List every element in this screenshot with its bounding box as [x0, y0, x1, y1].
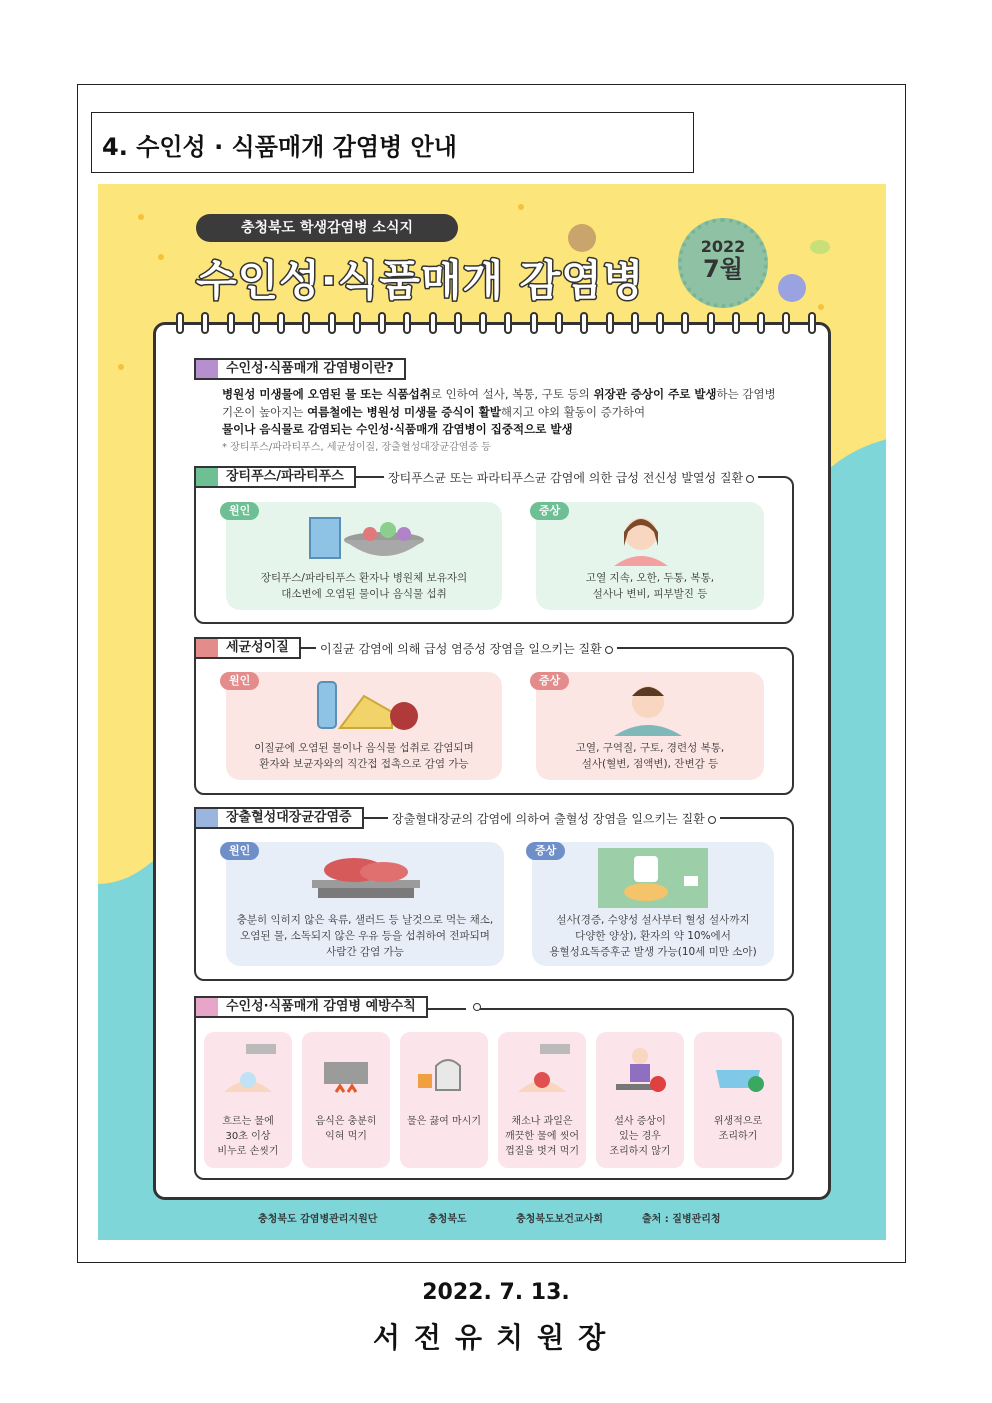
wash-vegetables-icon — [512, 1042, 572, 1098]
prevention-cook: 음식은 충분히 익혀 먹기 — [302, 1032, 390, 1168]
section-heading: 4. 수인성 · 식품매개 감염병 안내 — [102, 133, 457, 161]
binder-rings — [176, 312, 816, 334]
no-cooking-icon — [610, 1042, 670, 1098]
prevention-tiles — [204, 1032, 782, 1168]
cause-panel: 원인 이질균에 오염된 물이나 음식물 섭취로 감염되며 환자와 보균자와의 직간접 접촉으로 감염 가능 — [226, 672, 502, 780]
kettle-icon — [414, 1042, 474, 1098]
date-virus-badge — [678, 218, 768, 308]
prevention-hygienic: 위생적으로 조리하기 — [694, 1032, 782, 1168]
disease-tag-shigellosis: 세균성이질 — [194, 637, 301, 659]
intro-tag: 수인성·식품매개 감염병이란? — [194, 358, 406, 380]
prevention-wash-produce: 채소나 과일은 깨끗한 물에 씻어 껍질을 벗겨 먹기 — [498, 1032, 586, 1168]
disease-desc: 장출혈대장균의 감염에 의하여 출혈성 장염을 일으키는 질환 — [388, 810, 720, 827]
raw-meat-illustration — [304, 846, 428, 902]
bacteria-icon — [810, 240, 830, 254]
cooking-pot-icon — [316, 1042, 376, 1098]
cause-panel: 원인 충분히 익히지 않은 육류, 샐러드 등 날것으로 먹는 채소, 오염된 물, 소독되지 않은 우유 등을 섭취하여 전파되며 사람간 감염 가능 — [226, 842, 504, 966]
disease-tag-typhoid: 장티푸스/파라티푸스 — [194, 466, 356, 488]
newsletter-badge: 충청북도 학생감염병 소식지 — [196, 214, 458, 242]
cause-panel: 원인 장티푸스/파라티푸스 환자나 병원체 보유자의 대소변에 오염된 물이나 음식물 섭취 — [226, 502, 502, 610]
prevention-no-cooking-sick: 설사 증상이 있는 경우 조리하지 않기 — [596, 1032, 684, 1168]
badge-month: 7월 — [703, 255, 743, 283]
intro-text: 병원성 미생물에 오염된 물 또는 식품섭취로 인하여 설사, 복통, 구토 등의 위장관 증상이 주로 발생하는 감염병 기온이 높아지는 여름철에는 병원성 미생물 증식이 활발해지고 야외 활동이 증가하여 물이나 음식물로 감염되는 수인성·식품매개 감염병이 집중적으로 발생 * 장티푸스/파라티푸스, 세균성이질, 장출혈성대장균감염증 등 — [222, 387, 776, 453]
disease-desc: 이질균 감염에 의해 급성 염증성 장염을 일으키는 질환 — [316, 640, 617, 657]
toilet-illustration — [598, 848, 708, 908]
prevention-handwash: 흐르는 물에 30초 이상 비누로 손씻기 — [204, 1032, 292, 1168]
symptom-panel: 증상 고열, 구역질, 구토, 경련성 복통, 설사(혈변, 점액변), 잔변감 등 — [536, 672, 764, 780]
disease-tag-ehec: 장출혈성대장균감염증 — [194, 807, 364, 829]
section-heading-box — [91, 112, 694, 173]
signature: 서전유치원장 — [372, 1321, 620, 1354]
prevention-tag: 수인성·식품매개 감염병 예방수칙 — [194, 996, 428, 1018]
virus-icon — [778, 274, 806, 302]
contaminated-food-illustration — [312, 676, 422, 736]
poster-footer: 충청북도 감염병관리지원단 충청북도 충청북도보건교사회 출처 : 질병관리청 — [258, 1214, 721, 1225]
document-date: 2022. 7. 13. — [422, 1280, 570, 1305]
water-and-food-illustration — [306, 510, 426, 562]
symptom-panel: 증상 고열 지속, 오한, 두통, 복통, 설사나 변비, 피부발진 등 — [536, 502, 764, 610]
infographic-poster — [98, 184, 886, 1240]
clean-pot-check-icon — [708, 1042, 768, 1098]
disease-desc: 장티푸스균 또는 파라티푸스균 감염에 의한 급성 전신성 발열성 질환 — [384, 469, 758, 486]
prevention-boil: 물은 끓여 마시기 — [400, 1032, 488, 1168]
badge-year: 2022 — [700, 237, 746, 256]
poster-title: 수인성·식품매개 감염병 — [196, 256, 645, 305]
symptom-panel: 증상 설사(경증, 수양성 설사부터 혈성 설사까지 다양한 양상), 환자의 약 10%에서 용혈성요독증후군 발생 가능(10세 미만 소아) — [532, 842, 774, 966]
handwash-icon — [218, 1042, 278, 1098]
sick-person-illustration — [608, 674, 688, 736]
virus-icon — [568, 224, 596, 252]
fever-person-illustration — [606, 506, 676, 566]
